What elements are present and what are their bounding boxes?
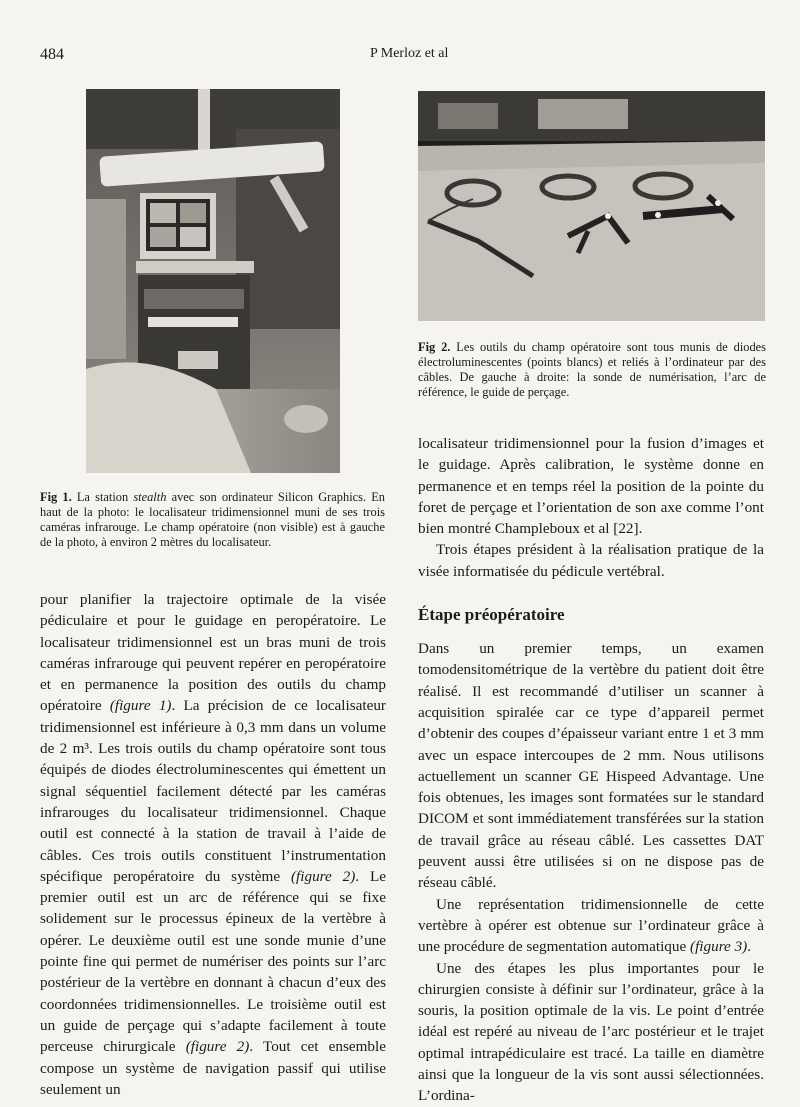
text-run: . [747, 938, 752, 956]
text-run: . La précision de ce localisateur tridimensionnel est inférieure à 0,3 mm dans un volume de 2 m³. Les trois outils du champ opératoire sont tous équipés de diodes électroluminescentes qui émettent un signal séquentiel facilement détecté par les caméras infrarouges du localisateur tridimensionnel. Chaque outil est connecté à la station de travail à l’aide de câbles. Ces trois outils constituent l’instrumentation spécifique peropératoire du système [40, 697, 386, 885]
body-paragraph: Trois étapes président à la réalisation pratique de la visée informatisée du pédicule vertébral. [418, 541, 764, 580]
figure-reference: (figure 1) [109, 697, 172, 715]
body-paragraph: localisateur tridimensionnel pour la fusion d’images et le guidage. Après calibration, le système donne en permanence et en temps réel la position de la pointe du foret de perçage et l’orientation de son axe comme l’ont bien montré Champleboux et al [22]. [418, 435, 764, 538]
right-column [418, 433, 764, 1107]
figure-1-image [86, 89, 340, 473]
body-paragraph: Une des étapes les plus importantes pour le chirurgien consiste à définir sur l’ordinateur, grâce à la souris, la position optimale de la vis. Le point d’entrée idéal est repéré au niveau de l’arc postérieur et le trajet optimal intrapédiculaire est tracé. La taille en diamètre ainsi que la longueur de la vis sont aussi sélectionnées. L’ordina- [418, 959, 764, 1105]
figure-1-caption-emphasis: stealth [133, 490, 167, 504]
section-heading: Étape préopératoire [418, 605, 565, 625]
figure-2-image [418, 91, 765, 321]
text-run: Une représentation tridimensionnelle de cette vertèbre à opérer est obtenue sur l’ordinateur grâce à une procédure de segmentation automatique [418, 895, 764, 956]
figure-2-label: Fig 2. [418, 340, 451, 354]
text-run: pour planifier la trajectoire optimale de la visée pédiculaire et pour le guidage en peropératoire. Le localisateur tridimensionnel est un bras muni de trois caméras infrarouge qui peuvent repérer en peropératoire et en permanence la position des outils du champ opératoire [40, 591, 386, 715]
figure-1-caption-text-a: La station [71, 490, 134, 504]
body-paragraph [40, 589, 386, 1100]
page-header [40, 46, 760, 68]
figure-reference: (figure 3) [690, 938, 748, 956]
text-run: . Le premier outil est un arc de référence qui se fixe solidement sur le processus épineux de la vertèbre à opérer. Le deuxième outil est une sonde munie d’une pointe fine qui permet de numériser des points sur l’arc postérieur de la vertèbre en donnant à chacun d’eux des coordonnées tridimensionnelles. Le troisième outil est un guide de perçage qui s’adapte facilement à toute perceuse chirurgicale [40, 867, 386, 1056]
running-head: P Merloz et al [370, 46, 449, 61]
left-column [40, 589, 386, 1100]
figure-2-photo [418, 91, 765, 321]
figure-1-label: Fig 1. [40, 490, 72, 504]
figure-1-caption-text-b: avec son ordinateur Silicon Graphics. En haut de la photo: le localisateur tridimensionnel muni de ses trois caméras infrarouge. Le champ opératoire (non visible) est à gauche de la photo, à environ 2 mètres du localisateur. [40, 490, 385, 549]
figure-reference: (figure 2) [290, 867, 356, 885]
figure-1-caption [40, 490, 385, 550]
figure-reference: (figure 2) [185, 1038, 250, 1056]
figure-1-photo [86, 89, 340, 473]
body-paragraph [418, 894, 764, 958]
figure-2-caption [418, 340, 766, 400]
page-number: 484 [40, 46, 64, 63]
body-paragraph: Dans un premier temps, un examen tomodensitométrique de la vertèbre du patient doit être réalisé. Il est recommandé d’utiliser un scanner à acquisition spiralée car ce type d’appareil permet d’obtenir des coupes d’épaisseur variant entre 1 et 3 mm avec un espace intercoupes de 2 mm. Nous utilisons actuellement un scanner GE Hispeed Advantage. Une fois obtenues, les images sont formatées sur le standard DICOM et sont immédiatement transférées sur la station de travail grâce au réseau câblé. Les cassettes DAT peuvent aussi être utilisées si on ne dispose pas de réseau câblé. [418, 640, 764, 892]
text-run: . Tout cet ensemble compose un système de navigation passif qui utilise seulement un [40, 1038, 386, 1098]
figure-2-caption-text: Les outils du champ opératoire sont tous munis de diodes électroluminescentes (points blancs) et reliés à l’ordinateur par des câbles. De gauche à droite: la sonde de numérisation, l’arc de référence, le guide de perçage. [418, 340, 766, 399]
